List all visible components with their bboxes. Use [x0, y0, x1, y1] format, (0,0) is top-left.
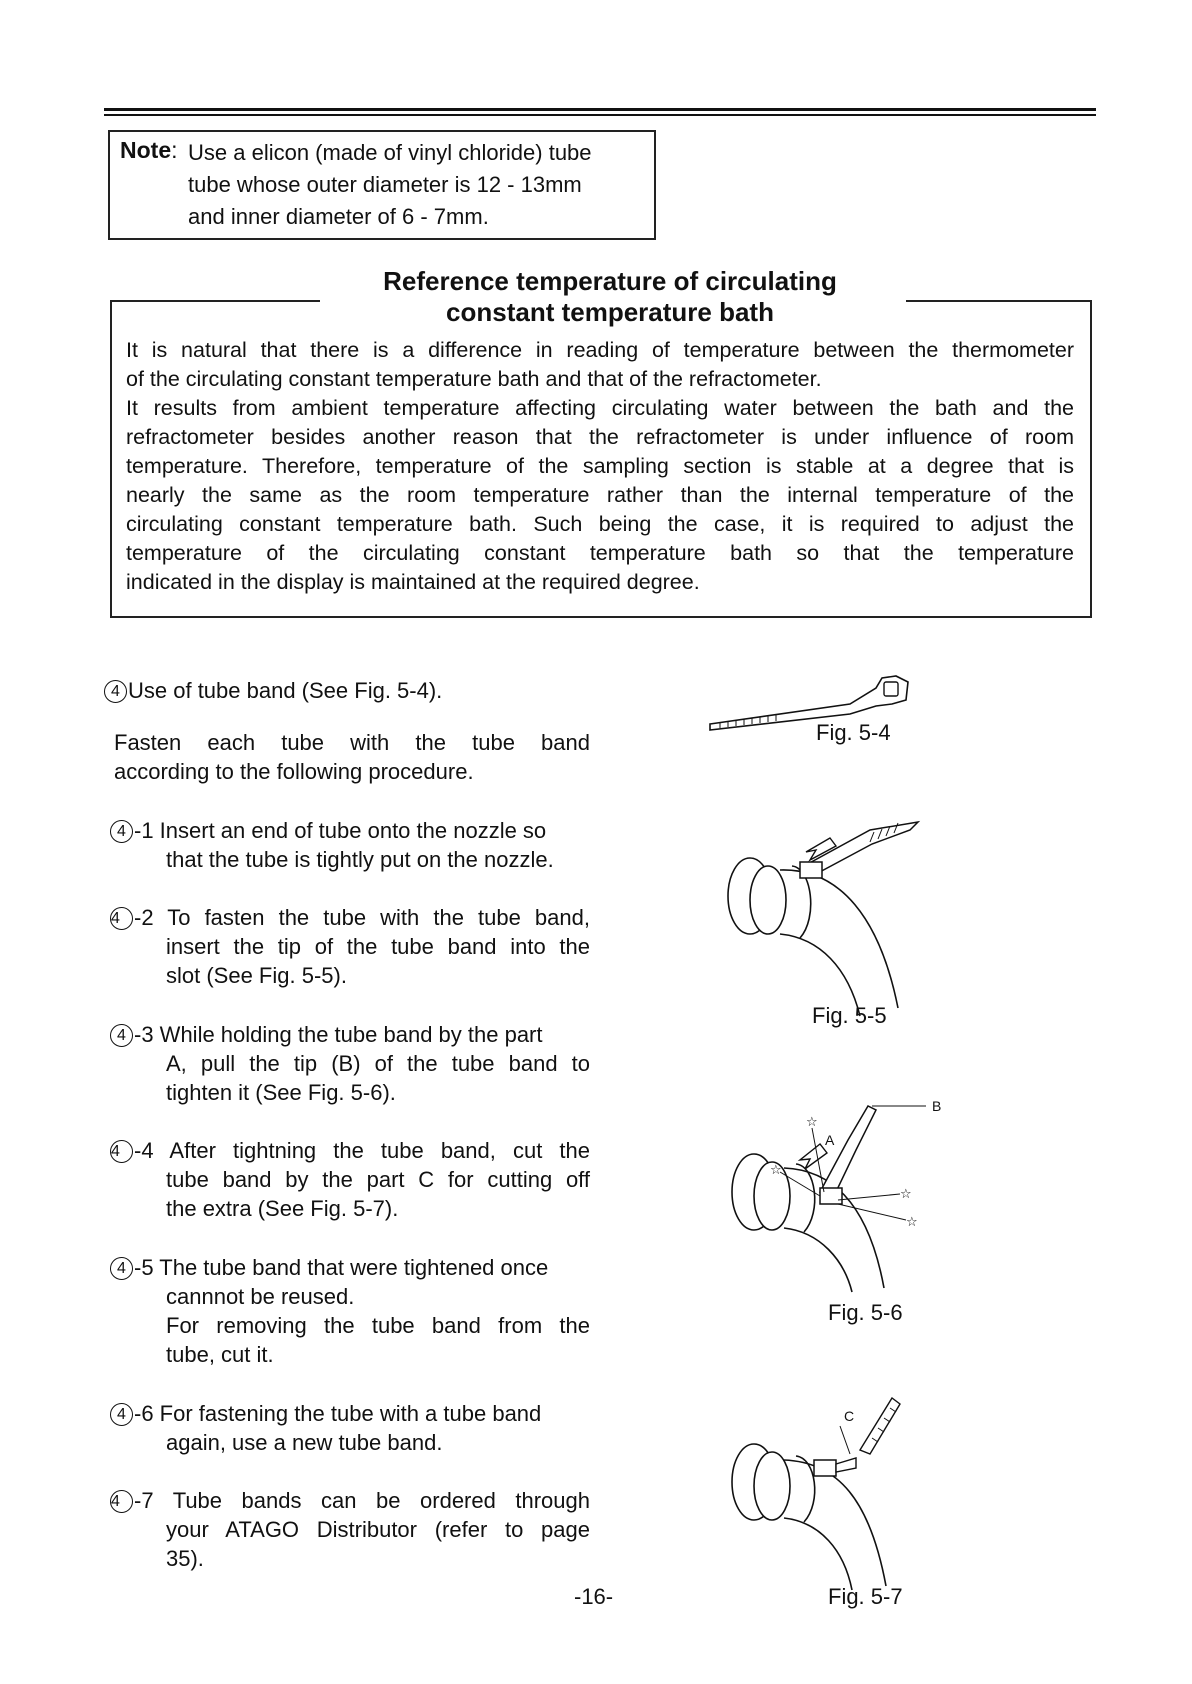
svg-text:☆: ☆ [906, 1215, 918, 1230]
step-1: 4 -1 Insert an end of tube onto the nozzle so [110, 816, 590, 845]
circled-number: 4 [104, 680, 127, 703]
circled-number: 4 [110, 1490, 133, 1513]
fig-5-6-label: Fig. 5-6 [828, 1300, 903, 1325]
circled-number: 4 [110, 1140, 133, 1163]
note-line-3: and inner diameter of 6 - 7mm. [188, 204, 489, 229]
fig-5-6-illustration [720, 1092, 950, 1292]
fig-5-6-label-b: B [932, 1098, 942, 1114]
circled-number: 4 [110, 907, 133, 930]
step-3-cont: A, pull the tip (B) of the tube band to tighten it (See Fig. 5-6). [166, 1051, 590, 1105]
fig-5-4-label: Fig. 5-4 [816, 720, 891, 745]
reference-paragraph-2: It results from ambient temperature affecting circulating water between the bath and the refractometer besides another reason that the refractometer is under influence of room temperature. Therefore, temperature of the sampling section is stable at a degree that is nearly the same as the room temperature rather than the internal temperature of the circulating constant temperature bath. Such being the case, it is required to adjust the temperature of the circulating constant temperature bath so that the temperature indicated in the display is maintained at the required degree. [126, 396, 1074, 594]
step-5: 4 -5 The tube band that were tightened once [110, 1253, 590, 1282]
circled-number: 4 [110, 1257, 133, 1280]
page-number: -16- [574, 1584, 614, 1609]
section-intro: Fasten each tube with the tube band according to the following procedure. [114, 730, 590, 784]
fig-5-7-label: Fig. 5-7 [828, 1584, 903, 1609]
note-label: Note: [120, 137, 178, 163]
fig-5-7-label-c: C [844, 1408, 855, 1424]
step-4: 4 -4 After tightning the tube band, cut the [111, 1138, 590, 1163]
step-6-cont: again, use a new tube band. [166, 1430, 443, 1455]
section-heading: 4 Use of tube band (See Fig. 5-4). [104, 676, 442, 705]
note-line-1: Use a elicon (made of vinyl chloride) tube [188, 140, 592, 165]
step-2-cont: insert the tip of the tube band into the slot (See Fig. 5-5). [166, 934, 590, 988]
step-5-cont: cannnot be reused. For removing the tube band from the tube, cut it. [166, 1284, 590, 1367]
step-7: 4 -7 Tube bands can be ordered through [111, 1488, 590, 1513]
top-rule-thin [104, 114, 1096, 116]
fig-5-7-illustration [720, 1390, 940, 1590]
step-6: 4 -6 For fastening the tube with a tube band [110, 1399, 590, 1428]
circled-number: 4 [110, 820, 133, 843]
circled-number: 4 [110, 1024, 133, 1047]
step-7-cont: your ATAGO Distributor (refer to page 35). [166, 1517, 590, 1571]
reference-title: Reference temperature of circulating constant temperature bath [383, 266, 837, 327]
step-4-cont: tube band by the part C for cutting off the extra (See Fig. 5-7). [166, 1167, 590, 1221]
circled-number: 4 [110, 1403, 133, 1426]
fig-5-6-label-a: A [825, 1132, 835, 1148]
svg-text:☆: ☆ [770, 1163, 782, 1178]
top-rule-thick [104, 108, 1096, 111]
svg-text:☆: ☆ [806, 1115, 818, 1130]
step-3: 4 -3 While holding the tube band by the part [110, 1020, 590, 1049]
reference-paragraph-1: It is natural that there is a difference in reading of temperature between the thermometer of the circulating constant temperature bath and that of the refractometer. [126, 338, 1074, 391]
note-line-2: tube whose outer diameter is 12 - 13mm [188, 172, 582, 197]
fig-5-5-label: Fig. 5-5 [812, 1003, 887, 1028]
step-1-cont: that the tube is tightly put on the nozzle. [166, 847, 554, 872]
svg-text:☆: ☆ [900, 1187, 912, 1202]
step-2: 4 -2 To fasten the tube with the tube band, [111, 905, 590, 930]
fig-5-5-illustration [720, 808, 940, 1018]
